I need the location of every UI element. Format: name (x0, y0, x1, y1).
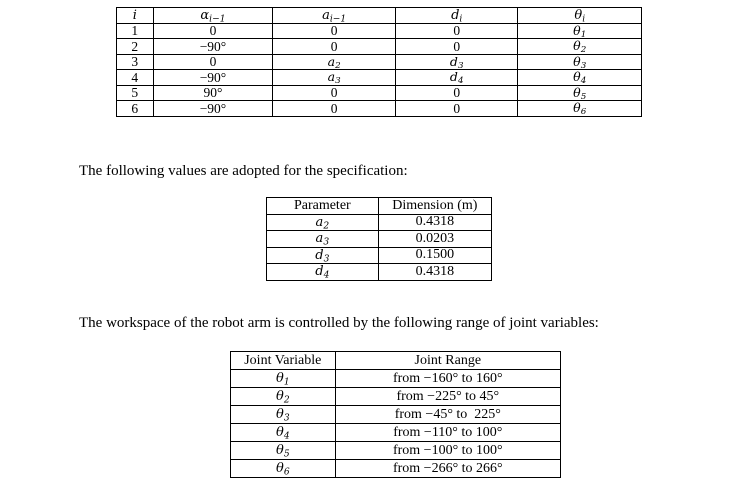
dh-cell-theta (518, 23, 642, 39)
spec-cell-value: 0.0203 (378, 231, 491, 248)
dh-cell-alpha: −90° (153, 101, 273, 117)
range-variable-subscript: 2 (283, 395, 290, 406)
spec-parameter-symbol: a (315, 231, 324, 247)
dh-cell-d-symbol: 0 (453, 38, 461, 54)
dh-cell-theta (518, 70, 642, 86)
range-variable-subscript: 1 (283, 377, 290, 388)
range-cell-range: from −160° to 160° (335, 370, 560, 388)
dh-cell-theta (518, 54, 642, 70)
dh-cell-alpha: −90° (153, 39, 273, 55)
dh-cell-d (395, 39, 518, 55)
range-variable-symbol: θ (275, 425, 284, 440)
dh-header-row (117, 8, 642, 24)
dh-cell-d-symbol: 0 (453, 23, 461, 38)
dh-cell-a-symbol: a (327, 69, 336, 84)
dh-header-alpha-symbol: α (200, 7, 210, 23)
range-cell-range: from −110° to 100° (335, 424, 560, 442)
dh-cell-d (395, 54, 518, 70)
spec-header-parameter: Parameter (267, 198, 379, 215)
dh-row (117, 23, 642, 39)
dh-header-alpha (153, 8, 273, 24)
dh-header-a (273, 8, 396, 24)
dh-cell-d (395, 101, 518, 117)
dh-cell-i: 2 (117, 39, 154, 55)
dh-cell-d-symbol: 0 (453, 100, 461, 116)
dh-cell-theta-symbol: θ (573, 22, 581, 38)
spec-cell-parameter (267, 247, 379, 264)
range-variable-symbol: θ (275, 443, 284, 458)
dh-cell-theta-symbol: θ (573, 84, 581, 100)
dh-cell-theta-symbol: θ (573, 100, 581, 115)
dh-cell-theta-subscript: 3 (580, 60, 587, 71)
dh-cell-theta-symbol: θ (573, 53, 581, 69)
dh-cell-a (273, 39, 396, 55)
range-header-row (231, 352, 561, 370)
dh-header-a-subscript: i−1 (329, 14, 347, 25)
dh-row (117, 85, 642, 101)
range-cell-range: from −100° to 100° (335, 442, 560, 460)
dh-header-theta-symbol: θ (574, 7, 583, 23)
dh-cell-i: 3 (117, 54, 154, 70)
spec-parameter-subscript: 4 (323, 270, 330, 281)
dh-cell-theta (518, 101, 642, 117)
range-variable-symbol: θ (275, 371, 284, 386)
dh-cell-theta-subscript: 5 (580, 91, 587, 102)
range-cell-range: from −266° to 266° (335, 460, 560, 478)
spec-cell-parameter (267, 231, 379, 248)
dh-cell-a (273, 70, 396, 86)
spec-row (267, 231, 492, 248)
range-cell-variable (231, 388, 336, 406)
dh-cell-theta-symbol: θ (573, 38, 581, 53)
dh-header-theta-subscript: i (582, 14, 586, 25)
dh-cell-theta-symbol: θ (573, 69, 581, 84)
dh-cell-a (273, 85, 396, 101)
dh-cell-i: 6 (117, 101, 154, 117)
dh-cell-a-subscript: 2 (335, 60, 341, 71)
range-variable-subscript: 4 (283, 431, 290, 442)
range-cell-range: from −45° to 225° (335, 406, 560, 424)
dh-cell-a-symbol: 0 (330, 85, 338, 100)
dh-cell-theta (518, 85, 642, 101)
dh-header-i-symbol: i (132, 7, 137, 23)
dh-cell-theta-subscript: 4 (580, 76, 587, 87)
spec-parameter-symbol: a (315, 214, 324, 230)
dh-cell-i: 1 (117, 23, 154, 39)
joint-range-table (230, 351, 561, 478)
dh-row (117, 70, 642, 86)
dh-cell-d (395, 85, 518, 101)
spec-parameter-symbol: d (315, 264, 324, 280)
spec-cell-parameter (267, 264, 379, 281)
dh-row (117, 39, 642, 55)
range-row (231, 406, 561, 424)
dh-cell-alpha: 0 (153, 23, 273, 39)
dh-header-a-symbol: a (322, 7, 330, 23)
range-cell-variable (231, 424, 336, 442)
dh-header-d-subscript: i (459, 14, 463, 25)
range-row (231, 388, 561, 406)
range-variable-subscript: 5 (283, 449, 290, 460)
dh-cell-a-subscript: 3 (335, 76, 341, 87)
dh-cell-d-subscript: 3 (457, 60, 464, 71)
range-variable-symbol: θ (275, 407, 284, 422)
range-header-joint-variable: Joint Variable (231, 352, 336, 370)
spec-cell-value: 0.4318 (378, 264, 491, 281)
range-row (231, 442, 561, 460)
spec-row (267, 247, 492, 264)
range-variable-symbol: θ (275, 389, 284, 404)
spec-parameter-subscript: 3 (323, 237, 330, 248)
dh-row (117, 101, 642, 117)
dh-cell-d (395, 70, 518, 86)
dh-cell-a (273, 54, 396, 70)
dh-cell-d-symbol: 0 (453, 85, 461, 100)
spec-parameter-symbol: d (315, 247, 324, 263)
range-header-joint-range: Joint Range (335, 352, 560, 370)
dh-cell-i: 4 (117, 70, 154, 86)
range-cell-variable (231, 406, 336, 424)
dh-cell-d-symbol: d (449, 53, 458, 69)
dh-header-alpha-subscript: i−1 (209, 14, 226, 25)
dh-row (117, 54, 642, 70)
range-variable-subscript: 3 (283, 413, 290, 424)
dh-header-d-symbol: d (451, 7, 460, 23)
range-variable-symbol: θ (275, 461, 284, 476)
range-row (231, 424, 561, 442)
dh-cell-a-symbol: 0 (330, 100, 338, 116)
dh-cell-a-symbol: 0 (330, 23, 338, 38)
dh-header-i (117, 8, 154, 24)
dh-cell-theta (518, 39, 642, 55)
spec-parameter-subscript: 3 (323, 254, 330, 265)
dh-cell-a (273, 23, 396, 39)
spec-cell-value: 0.1500 (378, 247, 491, 264)
dh-cell-a-symbol: a (327, 53, 336, 69)
range-row (231, 370, 561, 388)
spec-row (267, 214, 492, 231)
specification-sentence: The following values are adopted for the specification: (79, 163, 408, 179)
dh-header-d (395, 8, 518, 24)
dh-cell-a-symbol: 0 (330, 38, 338, 54)
spec-cell-value: 0.4318 (378, 214, 491, 231)
dh-cell-d-symbol: d (449, 69, 458, 84)
spec-parameter-subscript: 2 (323, 221, 330, 232)
dh-parameter-table (116, 7, 642, 117)
dh-header-theta (518, 8, 642, 24)
spec-header-dimension: Dimension (m) (378, 198, 491, 215)
workspace-sentence: The workspace of the robot arm is controlled by the following range of joint variables: (79, 315, 599, 331)
spec-row (267, 264, 492, 281)
dh-cell-theta-subscript: 6 (580, 107, 587, 118)
dh-cell-i: 5 (117, 85, 154, 101)
range-cell-range: from −225° to 45° (335, 388, 560, 406)
specification-table (266, 197, 492, 281)
range-cell-variable (231, 442, 336, 460)
dh-cell-theta-subscript: 2 (580, 45, 587, 56)
range-cell-variable (231, 460, 336, 478)
dh-cell-alpha: 90° (153, 85, 273, 101)
dh-cell-d (395, 23, 518, 39)
dh-cell-theta-subscript: 1 (580, 29, 587, 40)
spec-header-row (267, 198, 492, 215)
range-variable-subscript: 6 (283, 467, 290, 478)
dh-cell-d-subscript: 4 (457, 76, 464, 87)
spec-cell-parameter (267, 214, 379, 231)
dh-cell-alpha: 0 (153, 54, 273, 70)
dh-cell-a (273, 101, 396, 117)
dh-cell-alpha: −90° (153, 70, 273, 86)
range-cell-variable (231, 370, 336, 388)
range-row (231, 460, 561, 478)
